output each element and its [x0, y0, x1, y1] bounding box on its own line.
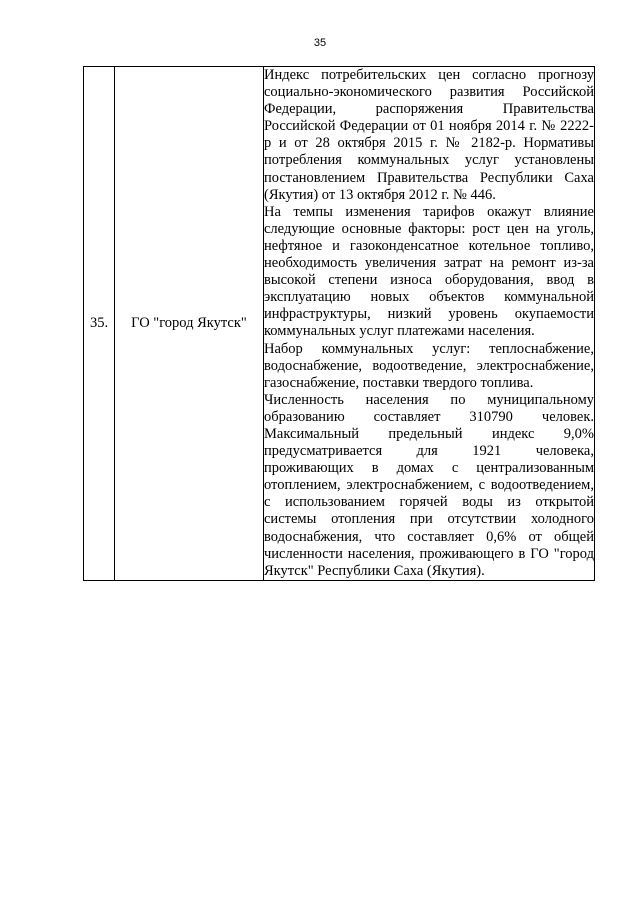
paragraph-population: Численность населения по муниципальному образованию составляет 310790 человек. Максимальный предельный индекс 9,0% предусматривается для 1921 человека, проживающих в домах с централизованным отоплением, электроснабжением, с водоотведением, с использованием горячей воды из открытой системы отопления при отсутствии холодного водоснабжения, что составляет 0,6% от общей численности населения, проживающего в ГО "город Якутск" Республики Саха (Якутия).	[264, 391, 594, 579]
row-number-cell: 35.	[84, 67, 115, 581]
paragraph-service-set: Набор коммунальных услуг: теплоснабжение, водоснабжение, водоотведение, электроснабжение, газоснабжение, поставки твердого топлива.	[264, 340, 594, 391]
description-cell	[264, 67, 595, 581]
paragraph-indices: Индекс потребительских цен согласно прогнозу социально-экономического развития Российской Федерации, распоряжения Правительства Российской Федерации от 01 ноября 2014 г. № 2222-р и от 28 октября 2015 г. № 2182-р. Нормативы потребления коммунальных услуг установлены постановлением Правительства Республики Саха (Якутия) от 13 октября 2012 г. № 446.	[264, 67, 594, 203]
page-number: 35	[313, 37, 327, 49]
municipality-cell: ГО "город Якутск"	[115, 67, 264, 581]
paragraph-tariff-factors: На темпы изменения тарифов окажут влияние следующие основные факторы: рост цен на уголь, нефтяное и газоконденсатное котельное топливо, необходимость увеличения затрат на ремонт из-за высокой степени износа оборудования, ввод в эксплуатацию новых объектов коммунальной инфраструктуры, низкий уровень окупаемости коммунальных услуг платежами населения.	[264, 203, 594, 340]
document-table	[83, 66, 595, 581]
table-row	[84, 67, 595, 581]
